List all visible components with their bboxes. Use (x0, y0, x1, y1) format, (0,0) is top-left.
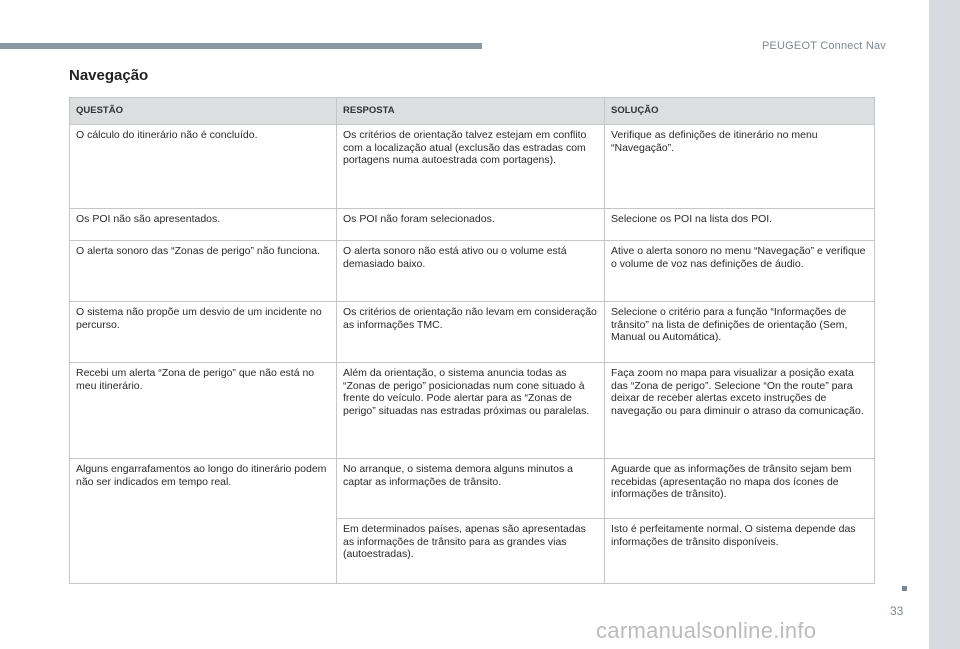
solution-cell: Verifique as definições de itinerário no menu “Navegação”. (605, 125, 875, 209)
answer-cell: Os critérios de orientação não levam em consideração as informações TMC. (337, 302, 605, 363)
table-row (70, 241, 875, 302)
solution-cell: Isto é perfeitamente normal. O sistema depende das informações de trânsito disponíveis. (605, 519, 875, 584)
troubleshooting-table (69, 97, 875, 584)
question-cell: O sistema não propõe um desvio de um incidente no percurso. (70, 302, 337, 363)
solution-cell: Aguarde que as informações de trânsito sejam bem recebidas (apresentação no mapa dos ícones de informações de trânsito). (605, 459, 875, 519)
page-end-marker (902, 586, 907, 591)
solution-cell: Ative o alerta sonoro no menu “Navegação” e verifique o volume de voz nas definições de áudio. (605, 241, 875, 302)
table-row (70, 209, 875, 241)
answer-cell: Em determinados países, apenas são apresentadas as informações de trânsito para as grandes vias (autoestradas). (337, 519, 605, 584)
table-row (70, 302, 875, 363)
solution-cell: Faça zoom no mapa para visualizar a posição exata das “Zona de perigo”. Selecione “On the route” para deixar de receber alertas exceto instruções de navegação ou para diminuir o atraso da comunicação. (605, 363, 875, 459)
table-row (70, 125, 875, 209)
table-row (70, 363, 875, 459)
answer-cell: No arranque, o sistema demora alguns minutos a captar as informações de trânsito. (337, 459, 605, 519)
section-title: Navegação (69, 67, 149, 84)
solution-cell: Selecione os POI na lista dos POI. (605, 209, 875, 241)
column-header-question: QUESTÃO (70, 98, 337, 125)
answer-cell: O alerta sonoro não está ativo ou o volume está demasiado baixo. (337, 241, 605, 302)
watermark: carmanualsonline.info (596, 618, 817, 643)
running-header: PEUGEOT Connect Nav (761, 40, 886, 52)
question-cell: O cálculo do itinerário não é concluído. (70, 125, 337, 209)
column-header-answer: RESPOSTA (337, 98, 605, 125)
table-header-row (70, 98, 875, 125)
table-row (70, 459, 875, 519)
page-edge-strip (929, 0, 960, 649)
page-number: 33 (890, 604, 904, 618)
question-cell: Alguns engarrafamentos ao longo do itinerário podem não ser indicados em tempo real. (70, 459, 337, 584)
header-rule (0, 43, 482, 49)
question-cell: O alerta sonoro das “Zonas de perigo” não funciona. (70, 241, 337, 302)
solution-cell: Selecione o critério para a função “Informações de trânsito” na lista de definições de orientação (Sem, Manual ou Automática). (605, 302, 875, 363)
answer-cell: Além da orientação, o sistema anuncia todas as “Zonas de perigo” posicionadas num cone situado à frente do veículo. Pode alertar para as “Zonas de perigo” situadas nas estradas próximas ou paralelas. (337, 363, 605, 459)
column-header-solution: SOLUÇÃO (605, 98, 875, 125)
answer-cell: Os critérios de orientação talvez estejam em conflito com a localização atual (exclusão das estradas com portagens numa autoestrada com portagens). (337, 125, 605, 209)
answer-cell: Os POI não foram selecionados. (337, 209, 605, 241)
question-cell: Os POI não são apresentados. (70, 209, 337, 241)
question-cell: Recebi um alerta “Zona de perigo” que não está no meu itinerário. (70, 363, 337, 459)
